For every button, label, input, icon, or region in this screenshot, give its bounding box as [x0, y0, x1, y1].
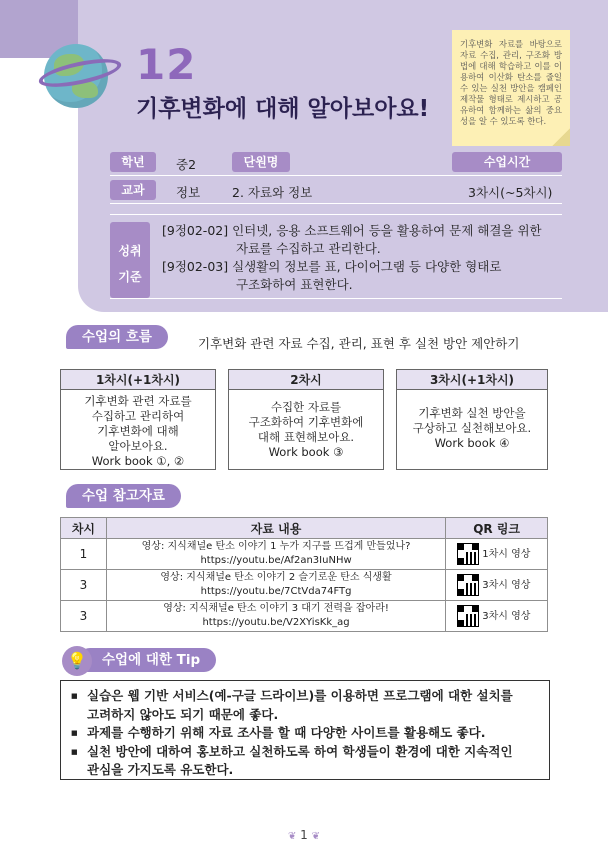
info-divider [110, 214, 562, 215]
content-cell [106, 601, 445, 632]
references-section-label: 수업 참고자료 [66, 484, 181, 508]
content-cell [106, 570, 445, 601]
flow-description: 기후변화 관련 자료 수집, 관리, 표현 후 실천 방안 제안하기 [198, 336, 520, 351]
video-title: 영상: 지식채널e 탄소 이야기 1 누가 지구를 뜨겁게 만들었나? [141, 541, 411, 552]
lightbulb-icon: 💡 [62, 646, 92, 676]
grade-value: 중2 [176, 157, 197, 172]
video-link[interactable]: https://youtu.be/Af2an3IuNHw [200, 555, 352, 566]
flow-step-title: 2차시 [229, 370, 383, 390]
standards-label-line: 성취 [118, 244, 142, 258]
flow-step-card: 1차시(+1차시) 기후변화 관련 자료를 수집하고 관리하여 기후변화에 대해 알아보아요. Work book ①, ② [60, 369, 216, 470]
table-row [61, 570, 548, 601]
qr-code-icon[interactable] [458, 575, 478, 595]
qr-code-icon[interactable] [458, 544, 478, 564]
qr-cell [446, 601, 548, 632]
subject-label: 교과 [110, 180, 156, 200]
qr-cell [446, 539, 548, 570]
leaf-icon: ❦ [311, 831, 321, 842]
tip-item: ■ 실천 방안에 대하여 홍보하고 실천하도록 하여 학생들이 환경에 대한 지속적인 관심을 가지도록 유도한다. [71, 743, 539, 780]
workbook-ref: Work book ①, ② [91, 454, 185, 468]
tips-box [60, 680, 550, 780]
standard-item: [9정02-03] 실생활의 정보를 표, 다이어그램 등 다양한 형태로 구조화하여 표현한다. [162, 259, 502, 292]
info-divider [110, 298, 562, 299]
unit-value: 2. 자료와 정보 [232, 185, 313, 200]
page-number: ❦ 1 ❦ [287, 828, 321, 842]
session-cell: 3 [61, 570, 107, 601]
tip-item: ■ 과제를 수행하기 위해 자료 조사를 할 때 다양한 사이트를 활용해도 좋다. [71, 724, 539, 743]
flow-step-card: 2차시 수집한 자료를 구조화하여 기후변화에 대해 표현해보아요. Work book ③ [228, 369, 384, 470]
class-time-label: 수업시간 [452, 152, 562, 172]
standards-label-line: 기준 [118, 270, 142, 284]
qr-label: 1차시 영상 [482, 549, 531, 560]
lesson-title: 기후변화에 대해 알아보아요! [136, 96, 430, 122]
standards-label [110, 222, 150, 298]
leaf-icon: ❦ [287, 831, 297, 842]
flow-section-label: 수업의 흐름 [66, 325, 168, 349]
video-title: 영상: 지식채널e 탄소 이야기 2 슬기로운 탄소 식생활 [160, 572, 392, 583]
info-divider [110, 203, 562, 204]
column-header: QR 링크 [446, 518, 548, 539]
table-row [61, 539, 548, 570]
standard-item: [9정02-02] 인터넷, 응용 소프트웨어 등을 활용하여 문제 해결을 위한 자료를 수집하고 관리한다. [162, 223, 542, 256]
video-link[interactable]: https://youtu.be/V2XYisKk_ag [202, 617, 350, 628]
qr-cell [446, 570, 548, 601]
unit-label: 단원명 [232, 152, 290, 172]
tip-item: ■ 실습은 웹 기반 서비스(예-구글 드라이브)를 이용하면 프로그램에 대한 설치를 고려하지 않아도 되기 때문에 좋다. [71, 687, 539, 724]
workbook-ref: Work book ③ [268, 445, 344, 459]
table-row [61, 601, 548, 632]
lesson-number: 12 [136, 40, 197, 89]
content-cell [106, 539, 445, 570]
workbook-ref: Work book ④ [434, 436, 510, 450]
references-table [60, 517, 548, 632]
class-time-value: 3차시(~5차시) [468, 185, 553, 200]
info-divider [110, 175, 562, 176]
qr-label: 3차시 영상 [482, 611, 531, 622]
qr-label: 3차시 영상 [482, 580, 531, 591]
session-cell: 1 [61, 539, 107, 570]
grade-label: 학년 [110, 152, 156, 172]
column-header: 차시 [61, 518, 107, 539]
lesson-overview-note: 기후변화 자료를 바탕으로 자료 수집, 관리, 구조화 방법에 대해 학습하고 이를 이용하여 이산화 탄소를 줄일 수 있는 실천 방안을 캠페인 제작물 형태로 제시하고 공유하여 함께하는 삶의 중요성을 알 수 있도록 한다. [452, 30, 570, 146]
subject-value: 정보 [176, 185, 201, 200]
tips-section-label: 수업에 대한 Tip [78, 648, 216, 672]
session-cell: 3 [61, 601, 107, 632]
flow-step-card: 3차시(+1차시) 기후변화 실천 방안을 구상하고 실천해보아요. Work book ④ [396, 369, 548, 470]
video-link[interactable]: https://youtu.be/7CtVda74FTg [200, 586, 352, 597]
table-header-row [61, 518, 548, 539]
qr-code-icon[interactable] [458, 606, 478, 626]
flow-step-title: 1차시(+1차시) [61, 370, 215, 390]
video-title: 영상: 지식채널e 탄소 이야기 3 대기 전력을 잡아라! [163, 603, 389, 614]
flow-step-title: 3차시(+1차시) [397, 370, 547, 390]
column-header: 자료 내용 [106, 518, 445, 539]
